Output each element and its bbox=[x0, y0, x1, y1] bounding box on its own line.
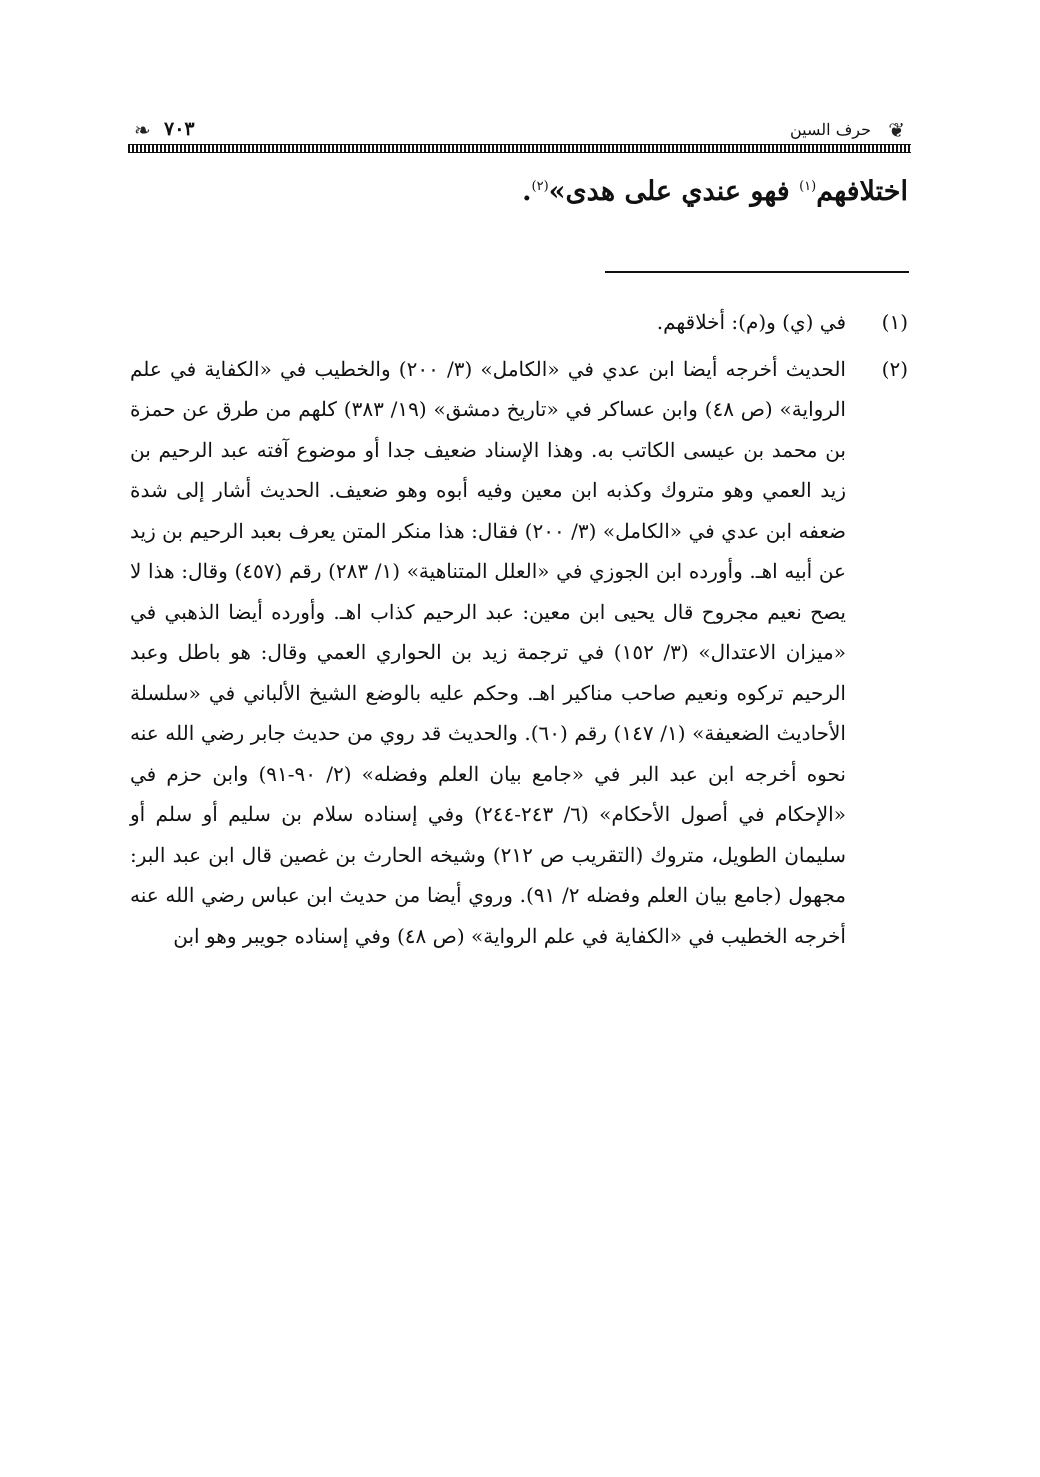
left-ornament-icon: ❧ bbox=[134, 118, 151, 142]
footnote-2 bbox=[130, 349, 908, 957]
main-text bbox=[128, 170, 908, 214]
footnote-number: (٢) bbox=[881, 356, 908, 381]
page-header bbox=[128, 112, 911, 160]
right-ornament-icon: ❦ bbox=[888, 118, 905, 142]
footnote-separator bbox=[605, 271, 909, 273]
footnote-text: الحديث أخرجه أيضا ابن عدي في «الكامل» (٣/ ٢٠٠) والخطيب في «الكفاية في علم الرواية» (ص ٤٨) وابن عساكر في «تاريخ دمشق» (١٩/ ٣٨٣) كلهم من طرق عن حمزة بن محمد بن عيسى الكاتب به. وهذا الإسناد ضعيف جدا أو موضوع آفته عبد الرحيم بن زيد العمي وهو متروك وكذبه ابن معين وفيه أبوه وهو ضعيف. الحديث أشار إلى شدة ضعفه ابن عدي في «الكامل» (٣/ ٢٠٠) فقال: هذا منكر المتن يعرف بعبد الرحيم بن زيد عن أبيه اهـ. وأورده ابن الجوزي في «العلل المتناهية» (١/ ٢٨٣) رقم (٤٥٧) وقال: هذا لا يصح نعيم مجروح قال يحيى ابن معين: عبد الرحيم كذاب اهـ. وأورده أيضا الذهبي في «ميزان الاعتدال» (٣/ ١٥٢) في ترجمة زيد بن الحواري العمي وقال: هو باطل وعبد الرحيم تركوه ونعيم صاحب مناكير اهـ. وحكم عليه بالوضع الشيخ الألباني في «سلسلة الأحاديث الضعيفة» (١/ ١٤٧) رقم (٦٠). والحديث قد روي من حديث جابر رضي الله عنه نحوه أخرجه ابن عبد البر في «جامع بيان العلم وفضله» (٢/ ٩٠-٩١) وابن حزم في «الإحكام في أصول الأحكام» (٦/ ٢٤٣-٢٤٤) وفي إسناده سلام بن سليم أو سلم أو سليمان الطويل، متروك (التقريب ص ٢١٢) وشيخه الحارث بن غصين قال ابن عبد البر: مجهول (جامع بيان العلم وفضله ٢/ ٩١). وروي أيضا من حديث ابن عباس رضي الله عنه أخرجه الخطيب في «الكفاية في علم الرواية» (ص ٤٨) وفي إسناده جويبر وهو ابن bbox=[130, 356, 846, 948]
main-text-start: اختلافهم bbox=[816, 176, 908, 207]
main-text-end: . bbox=[522, 176, 532, 207]
footnotes bbox=[130, 302, 908, 962]
footnote-number: (١) bbox=[881, 310, 908, 334]
footnote-1 bbox=[130, 302, 908, 343]
footnote-ref-2: (٢) bbox=[531, 179, 549, 194]
footnote-ref-1: (١) bbox=[799, 179, 817, 194]
header-divider bbox=[128, 144, 911, 153]
page-number: ٧٠٣ bbox=[164, 118, 195, 140]
main-text-middle: فهو عندي على هدى» bbox=[548, 176, 800, 207]
chapter-title: حرف السين bbox=[790, 120, 871, 139]
footnote-text: في (ي) و(م): أخلاقهم. bbox=[656, 310, 846, 334]
